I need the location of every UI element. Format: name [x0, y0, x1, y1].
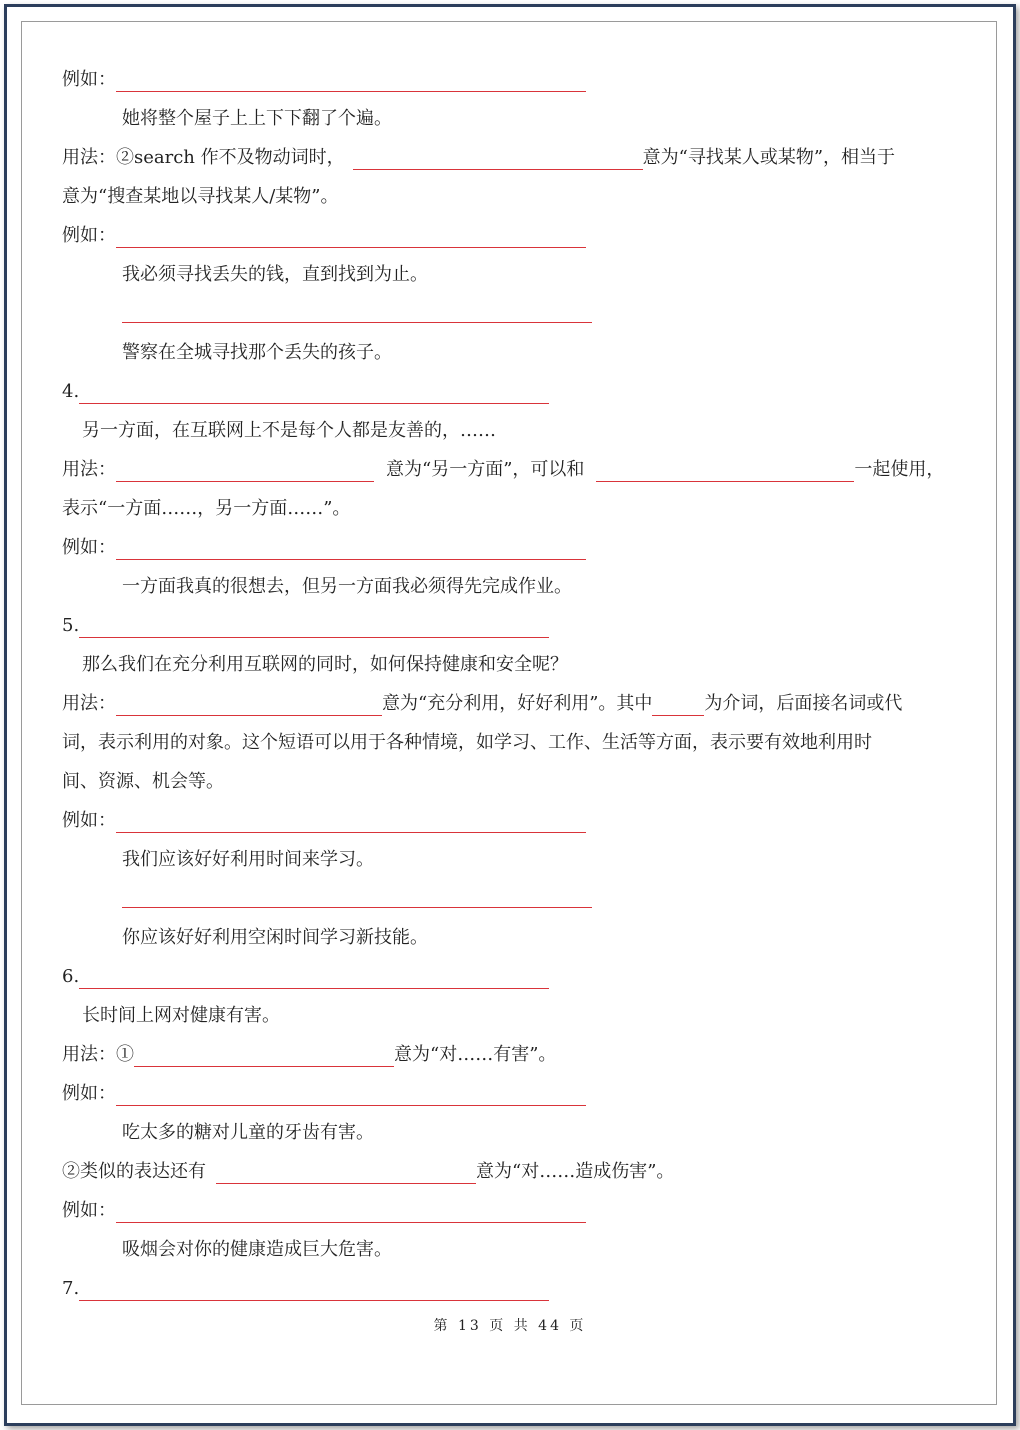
usage-text: 一起使用，	[854, 459, 945, 480]
item-number: 7.	[62, 1278, 80, 1299]
answer-blank[interactable]	[652, 695, 704, 716]
example-sentence: 吃太多的糖对儿童的牙齿有害。	[122, 1122, 374, 1143]
answer-blank[interactable]	[134, 1046, 394, 1067]
usage-text: ①	[116, 1044, 134, 1065]
item-number: 5.	[62, 615, 80, 636]
answer-blank[interactable]	[353, 149, 643, 170]
example-line	[62, 224, 586, 248]
answer-blank[interactable]	[79, 383, 549, 404]
answer-blank[interactable]	[216, 1163, 476, 1184]
item-number: 6.	[62, 966, 80, 987]
source-sentence: 另一方面，在互联网上不是每个人都是友善的，……	[82, 420, 496, 441]
item-number-line	[62, 380, 549, 404]
usage-text: 意为“充分利用，好好利用”。其中	[382, 693, 653, 714]
example-label: 例如：	[62, 225, 116, 246]
example-sentence: 一方面我真的很想去，但另一方面我必须得先完成作业。	[122, 576, 572, 597]
item-number-line	[62, 1277, 549, 1301]
example-line	[62, 809, 586, 833]
answer-blank[interactable]	[116, 539, 586, 560]
usage-text: 为介词，后面接名词或代	[704, 693, 903, 714]
answer-blank[interactable]	[116, 461, 374, 482]
answer-blank[interactable]	[79, 617, 549, 638]
answer-blank[interactable]	[116, 71, 586, 92]
usage-text: 意为“寻找某人或某物”，相当于	[642, 147, 896, 168]
answer-blank[interactable]	[122, 907, 592, 908]
usage-text: 表示“一方面……，另一方面……”。	[62, 498, 351, 519]
usage-line	[62, 1160, 674, 1184]
answer-blank[interactable]	[596, 461, 854, 482]
example-sentence: 我必须寻找丢失的钱，直到找到为止。	[122, 264, 428, 285]
item-number: 4.	[62, 381, 80, 402]
example-line	[62, 536, 586, 560]
example-sentence: 吸烟会对你的健康造成巨大危害。	[122, 1239, 392, 1260]
example-label: 例如：	[62, 1083, 116, 1104]
usage-label: 用法：	[62, 459, 116, 480]
usage-text: 意为“搜查某地以寻找某人/某物”。	[62, 186, 339, 207]
answer-blank[interactable]	[79, 1280, 549, 1301]
answer-blank[interactable]	[116, 812, 586, 833]
usage-text: 意为“另一方面”，可以和	[386, 459, 585, 480]
example-label: 例如：	[62, 537, 116, 558]
example-line	[62, 1082, 586, 1106]
usage-text: 词，表示利用的对象。这个短语可以用于各种情境，如学习、工作、生活等方面，表示要有效地利用时	[62, 732, 872, 753]
example-sentence: 你应该好好利用空闲时间学习新技能。	[122, 927, 428, 948]
item-number-line	[62, 614, 549, 638]
source-sentence: 那么我们在充分利用互联网的同时，如何保持健康和安全呢？	[82, 654, 568, 675]
usage-text: ②search 作不及物动词时，	[116, 147, 345, 168]
usage-text: 意为“对……有害”。	[394, 1044, 557, 1065]
example-line	[62, 68, 586, 92]
usage-label: 用法：	[62, 1044, 116, 1065]
usage-line	[62, 1043, 556, 1067]
answer-blank[interactable]	[79, 968, 549, 989]
answer-blank[interactable]	[116, 1202, 586, 1223]
example-label: 例如：	[62, 1200, 116, 1221]
example-line	[62, 1199, 586, 1223]
usage-text: 意为“对……造成伤害”。	[476, 1161, 675, 1182]
answer-blank[interactable]	[116, 695, 382, 716]
example-label: 例如：	[62, 810, 116, 831]
answer-blank[interactable]	[122, 322, 592, 323]
usage-label: 用法：	[62, 693, 116, 714]
usage-label: 用法：	[62, 147, 116, 168]
usage-line	[62, 692, 902, 716]
example-label: 例如：	[62, 69, 116, 90]
page-footer: 第 13 页 共 44 页	[433, 1318, 587, 1334]
source-sentence: 长时间上网对健康有害。	[82, 1005, 280, 1026]
usage-text: 间、资源、机会等。	[62, 771, 224, 792]
answer-blank[interactable]	[116, 227, 586, 248]
example-sentence: 我们应该好好利用时间来学习。	[122, 849, 374, 870]
usage-text: ②类似的表达还有	[62, 1161, 206, 1182]
example-sentence: 警察在全城寻找那个丢失的孩子。	[122, 342, 392, 363]
item-number-line	[62, 965, 549, 989]
answer-blank[interactable]	[116, 1085, 586, 1106]
usage-line	[62, 458, 944, 482]
usage-line	[62, 146, 895, 170]
example-sentence: 她将整个屋子上上下下翻了个遍。	[122, 108, 392, 129]
